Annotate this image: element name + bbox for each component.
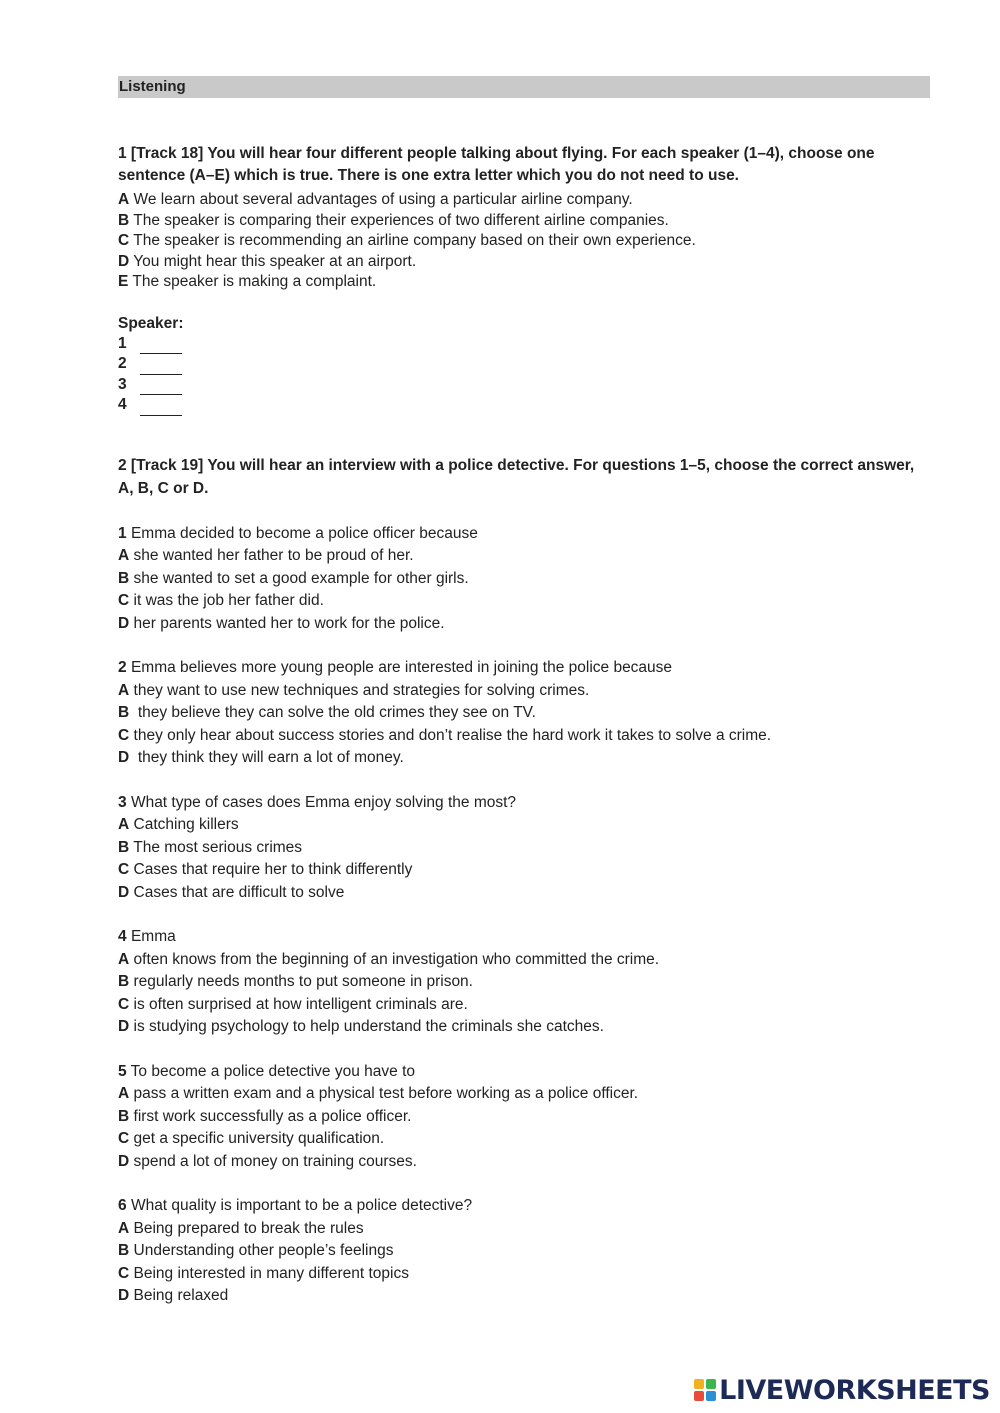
question-stem xyxy=(118,926,930,949)
answer-option[interactable] xyxy=(118,1151,930,1174)
answer-option[interactable] xyxy=(118,837,930,860)
option-text: they think they will earn a lot of money. xyxy=(133,749,404,766)
question-block xyxy=(118,926,930,1039)
question-number: 6 xyxy=(118,1197,127,1214)
part2-questions-list xyxy=(118,523,930,1308)
option-letter: A xyxy=(118,681,130,699)
option-text: You might hear this speaker at an airport. xyxy=(133,252,417,270)
option-text: is studying psychology to help understand the criminals she catches. xyxy=(133,1018,604,1035)
logo-square xyxy=(706,1379,716,1389)
question-text: What type of cases does Emma enjoy solving the most? xyxy=(130,793,517,811)
option-text: Catching killers xyxy=(133,816,239,833)
part1-option xyxy=(118,211,930,232)
option-letter: D xyxy=(118,252,130,270)
logo-square xyxy=(694,1391,704,1401)
option-letter: A xyxy=(118,547,130,564)
answer-option[interactable] xyxy=(118,971,930,994)
option-text: spend a lot of money on training courses. xyxy=(133,1152,417,1170)
question-block xyxy=(118,792,930,905)
option-letter: B xyxy=(118,211,130,229)
option-letter: C xyxy=(118,861,130,878)
option-letter: B xyxy=(118,973,130,990)
answer-option[interactable] xyxy=(118,1128,930,1151)
question-block xyxy=(118,523,930,636)
option-letter: C xyxy=(118,726,130,744)
question-text: Emma decided to become a police officer because xyxy=(130,524,478,542)
question-text: What quality is important to be a police detective? xyxy=(130,1197,473,1214)
option-text: regularly needs months to put someone in prison. xyxy=(133,973,473,990)
option-letter: D xyxy=(118,614,130,632)
part2-instruction: 2 [Track 19] You will hear an interview with a police detective. For questions 1–5, choose the correct answer, A, B, C or D. xyxy=(118,456,915,497)
speaker-row xyxy=(118,354,930,375)
part1-option xyxy=(118,231,930,252)
option-letter: C xyxy=(118,995,130,1013)
question-stem xyxy=(118,1061,930,1084)
option-text: The most serious crimes xyxy=(133,838,303,856)
option-letter: D xyxy=(118,1287,130,1304)
answer-option[interactable] xyxy=(118,1016,930,1039)
option-letter: B xyxy=(118,1107,130,1125)
answer-blank[interactable] xyxy=(140,401,182,416)
option-text: she wanted to set a good example for other girls. xyxy=(133,569,469,587)
answer-option[interactable] xyxy=(118,680,930,703)
answer-option[interactable] xyxy=(118,747,930,770)
logo-mark-icon xyxy=(694,1379,716,1401)
option-text: The speaker is making a complaint. xyxy=(132,273,377,290)
option-text: they only hear about success stories and don’t realise the hard work it takes to solve a crime. xyxy=(133,726,772,744)
speaker-row xyxy=(118,334,930,355)
option-text: her parents wanted her to work for the police. xyxy=(133,614,445,632)
option-letter: D xyxy=(118,883,130,901)
question-text: To become a police detective you have to xyxy=(130,1062,415,1080)
worksheet-page xyxy=(118,76,930,1308)
answer-blank[interactable] xyxy=(140,380,182,395)
question-block xyxy=(118,1195,930,1308)
question-number: 4 xyxy=(118,928,127,945)
part1-option xyxy=(118,190,930,211)
option-text: pass a written exam and a physical test before working as a police officer. xyxy=(133,1085,639,1102)
option-text: they want to use new techniques and strategies for solving crimes. xyxy=(133,681,590,699)
answer-option[interactable] xyxy=(118,994,930,1017)
option-letter: B xyxy=(118,838,130,856)
option-letter: B xyxy=(118,569,130,587)
question-stem xyxy=(118,657,930,680)
answer-option[interactable] xyxy=(118,545,930,568)
option-letter: B xyxy=(118,704,130,721)
speaker-row xyxy=(118,375,930,396)
speaker-number: 2 xyxy=(118,355,127,372)
option-text: Being relaxed xyxy=(133,1287,229,1304)
option-letter: C xyxy=(118,232,130,249)
option-letter: A xyxy=(118,816,130,833)
option-text: Cases that are difficult to solve xyxy=(133,883,345,901)
question-stem xyxy=(118,792,930,815)
question-text: Emma believes more young people are interested in joining the police because xyxy=(130,659,673,676)
option-text: We learn about several advantages of using a particular airline company. xyxy=(133,191,633,208)
answer-option[interactable] xyxy=(118,590,930,613)
question-number: 2 xyxy=(118,659,127,676)
answer-option[interactable] xyxy=(118,1263,930,1286)
question-text: Emma xyxy=(130,928,176,945)
option-letter: C xyxy=(118,1264,130,1282)
answer-option[interactable] xyxy=(118,613,930,636)
speaker-answers xyxy=(118,334,930,416)
answer-option[interactable] xyxy=(118,1240,930,1263)
option-letter: C xyxy=(118,1130,130,1147)
answer-option[interactable] xyxy=(118,702,930,725)
option-text: The speaker is comparing their experiences of two different airline companies. xyxy=(133,211,669,229)
option-text: Cases that require her to think differently xyxy=(133,861,413,878)
option-text: she wanted her father to be proud of her. xyxy=(133,547,414,564)
option-text: often knows from the beginning of an investigation who committed the crime. xyxy=(133,950,660,968)
question-number: 5 xyxy=(118,1062,127,1080)
part1-instruction: 1 [Track 18] You will hear four different people talking about flying. For each speaker (1–4), choose one sentence (A–E) which is true. There is one extra letter which you do not need to use. xyxy=(118,145,875,184)
liveworksheets-logo xyxy=(694,1375,990,1405)
logo-square xyxy=(706,1391,716,1401)
question-stem xyxy=(118,523,930,546)
logo-text: LIVEWORKSHEETS xyxy=(719,1374,990,1406)
answer-option[interactable] xyxy=(118,1285,930,1308)
speaker-label: Speaker: xyxy=(118,314,184,332)
question-stem xyxy=(118,1195,930,1218)
option-text: The speaker is recommending an airline company based on their own experience. xyxy=(133,232,696,249)
option-letter: E xyxy=(118,273,129,290)
option-text: they believe they can solve the old crimes they see on TV. xyxy=(133,704,536,721)
option-letter: A xyxy=(118,950,130,968)
answer-option[interactable] xyxy=(118,1218,930,1241)
option-letter: C xyxy=(118,592,130,609)
option-text: it was the job her father did. xyxy=(133,592,324,609)
part1-options-list xyxy=(118,190,930,293)
part1-option xyxy=(118,252,930,273)
option-letter: D xyxy=(118,1018,130,1035)
option-text: Understanding other people’s feelings xyxy=(133,1242,394,1259)
option-letter: A xyxy=(118,1085,130,1102)
option-letter: B xyxy=(118,1242,130,1259)
answer-option[interactable] xyxy=(118,882,930,905)
question-number: 3 xyxy=(118,793,127,811)
option-text: first work successfully as a police officer. xyxy=(133,1107,412,1125)
option-letter: A xyxy=(118,191,130,208)
answer-option[interactable] xyxy=(118,1106,930,1129)
option-text: get a specific university qualification. xyxy=(133,1130,385,1147)
option-text: Being prepared to break the rules xyxy=(133,1219,364,1237)
answer-blank[interactable] xyxy=(140,360,182,375)
answer-option[interactable] xyxy=(118,725,930,748)
speaker-row xyxy=(118,395,930,416)
answer-option[interactable] xyxy=(118,949,930,972)
speaker-number: 3 xyxy=(118,375,127,393)
answer-option[interactable] xyxy=(118,1083,930,1106)
speaker-number: 1 xyxy=(118,334,127,352)
answer-option[interactable] xyxy=(118,814,930,837)
answer-option[interactable] xyxy=(118,859,930,882)
question-block xyxy=(118,657,930,770)
answer-option[interactable] xyxy=(118,568,930,591)
option-letter: D xyxy=(118,749,130,766)
part1-option xyxy=(118,272,930,293)
option-letter: D xyxy=(118,1152,130,1170)
option-letter: A xyxy=(118,1219,130,1237)
answer-blank[interactable] xyxy=(140,339,182,354)
logo-square xyxy=(694,1379,704,1389)
option-text: Being interested in many different topics xyxy=(133,1264,409,1282)
question-block xyxy=(118,1061,930,1174)
speaker-number: 4 xyxy=(118,396,127,413)
question-number: 1 xyxy=(118,524,127,542)
option-text: is often surprised at how intelligent criminals are. xyxy=(133,995,468,1013)
section-title-bar: Listening xyxy=(118,76,930,98)
